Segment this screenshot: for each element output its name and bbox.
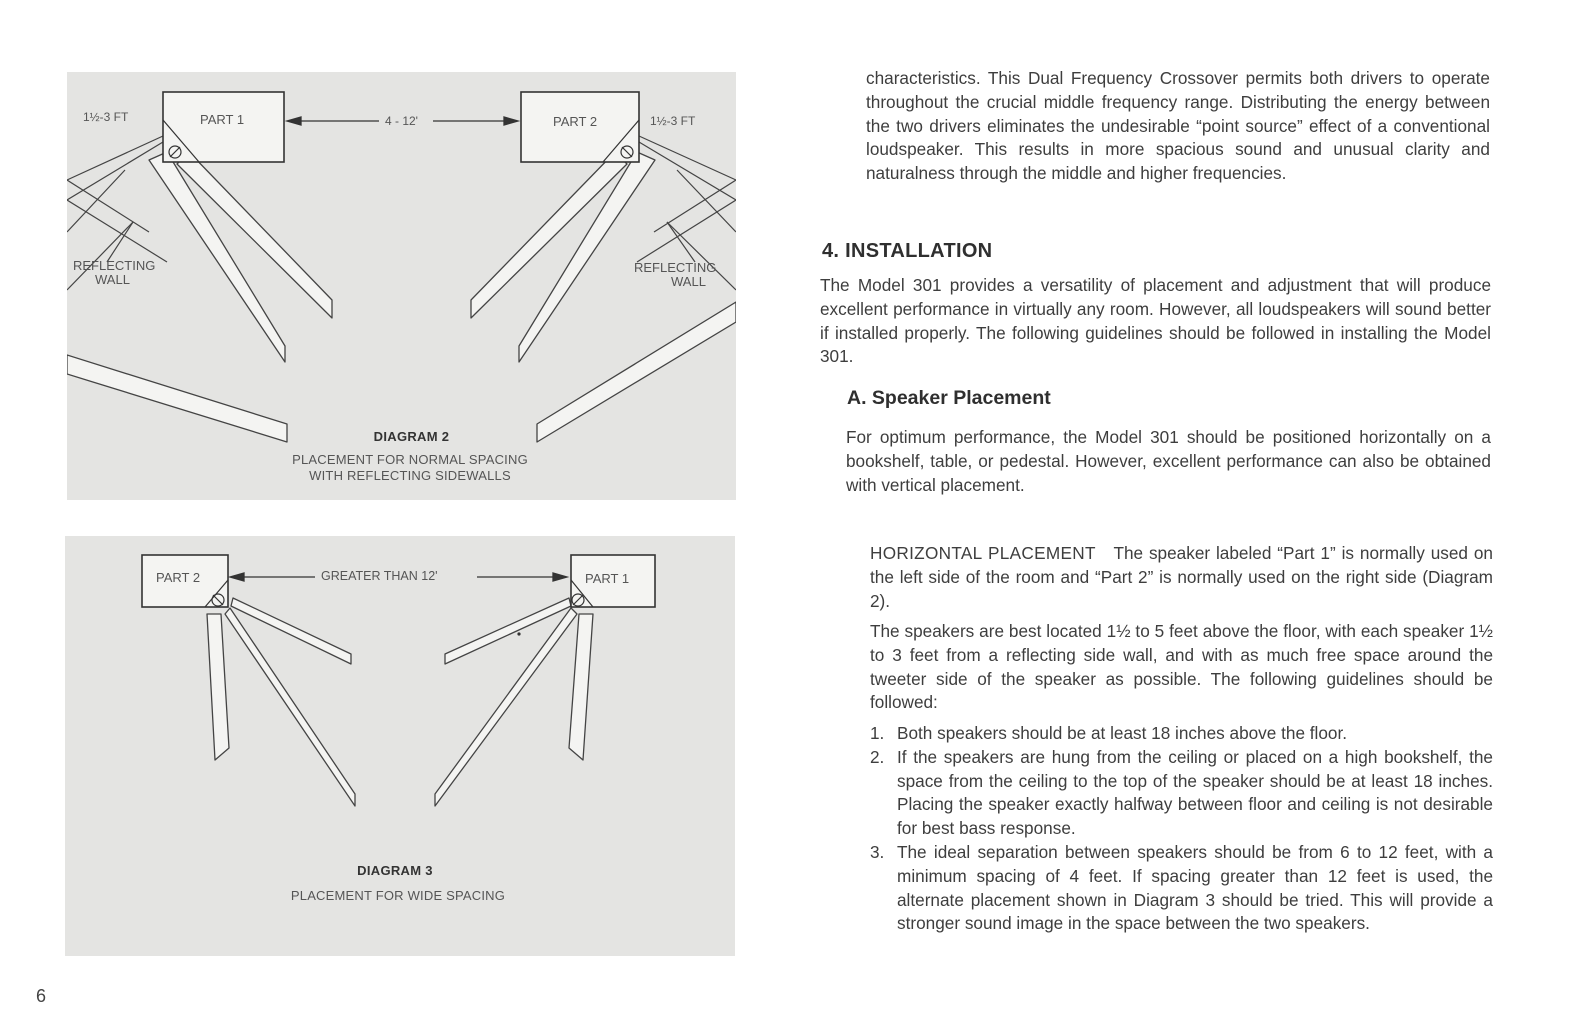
intro-paragraph: characteristics. This Dual Frequency Crossover permits both drivers to operate throughout the crucial middle frequency range. Distributing the energy between the two drivers eliminates the undesirable “point source” effect of a conventional loudspeaker. This results in more spacious sound and unusual clarity and naturalness through the middle and higher frequencies.: [866, 68, 1490, 184]
diagram-3-panel: [65, 536, 735, 956]
section-heading: 4. INSTALLATION: [822, 240, 993, 262]
page-number: 6: [36, 986, 47, 1006]
guideline-item: [870, 841, 1493, 936]
beam-right-3: [537, 302, 736, 442]
diagram-2-caption-2: WITH REFLECTING SIDEWALLS: [309, 468, 511, 483]
left-wall-label-2: WALL: [95, 272, 130, 287]
left-wall-distance: 1½-3 FT: [83, 110, 129, 124]
d3-part1-label: PART 1: [585, 571, 630, 586]
diagram-3-title: DIAGRAM 3: [357, 863, 433, 878]
guideline-number: 3.: [870, 841, 885, 862]
horizontal-placement-text: The speaker labeled “Part 1” is normally used on the left side of the room and “Part 2” is normally used on the right side (Diagram 2).: [870, 543, 1493, 611]
right-wall-label-1: REFLECTING: [634, 260, 717, 275]
part2-label: PART 2: [553, 114, 598, 129]
guideline-text: If the speakers are hung from the ceiling or placed on a high bookshelf, the space from the ceiling to the top of the speaker should be at least 18 inches. Placing the speaker exactly halfway between floor and ceiling is not desirable for best bass response.: [897, 746, 1493, 839]
speakers-paragraph: The speakers are best located 1½ to 5 feet above the floor, with each speaker 1½ to 3 feet from a reflecting side wall, and with as much free space around the tweeter side of the speaker as possible. The following guidelines should be followed:: [870, 621, 1493, 713]
guideline-text: The ideal separation between speakers should be from 6 to 12 feet, with a minimum spacing of 4 feet. If spacing greater than 12 feet is used, the alternate placement shown in Diagram 3 should be tried. This will provide a stronger sound image in the space between the two speakers.: [897, 841, 1493, 934]
diagram-3-caption: PLACEMENT FOR WIDE SPACING: [290, 888, 506, 903]
beam3-left-3: [231, 598, 351, 664]
installation-paragraph: The Model 301 provides a versatility of placement and adjustment that will produce excellent performance in virtually any room. However, all loudspeakers will sound better if installed properly. The following guidelines should be followed in installing the Model 301.: [820, 275, 1491, 367]
distance-label: 4 - 12': [385, 114, 418, 128]
guideline-item: [870, 722, 1493, 746]
beam3-left-2: [225, 608, 355, 806]
diagram-2-caption-1: PLACEMENT FOR NORMAL SPACING: [292, 452, 528, 467]
left-wall-label-1: REFLECTING: [73, 258, 156, 273]
beam3-right-3: [445, 598, 571, 664]
d3-distance-label: GREATER THAN 12': [321, 569, 438, 583]
right-wall-distance: 1½-3 FT: [650, 114, 696, 128]
beam3-right-2: [435, 608, 577, 806]
d3-part2-label: PART 2: [156, 570, 201, 585]
diagram-2-title: DIAGRAM 2: [373, 429, 450, 444]
guidelines-list: [870, 722, 1493, 936]
beam3-right-1: [569, 614, 593, 760]
guideline-item: [870, 746, 1493, 841]
horizontal-placement-paragraph: [870, 542, 1493, 613]
guideline-text: Both speakers should be at least 18 inches above the floor.: [897, 723, 1348, 743]
beam3-left-1: [207, 614, 229, 760]
guideline-number: 2.: [870, 746, 885, 767]
right-wall-label-2: WALL: [671, 274, 706, 289]
horizontal-placement-label: HORIZONTAL PLACEMENT: [870, 543, 1096, 563]
part1-label: PART 1: [200, 112, 245, 127]
subsection-heading: A. Speaker Placement: [847, 387, 1051, 409]
guideline-number: 1.: [870, 723, 885, 743]
placement-paragraph: For optimum performance, the Model 301 should be positioned horizontally on a bookshelf, table, or pedestal. However, excellent performance can also be obtained with vertical placement.: [846, 427, 1491, 495]
diagram-2-panel: [67, 72, 736, 500]
